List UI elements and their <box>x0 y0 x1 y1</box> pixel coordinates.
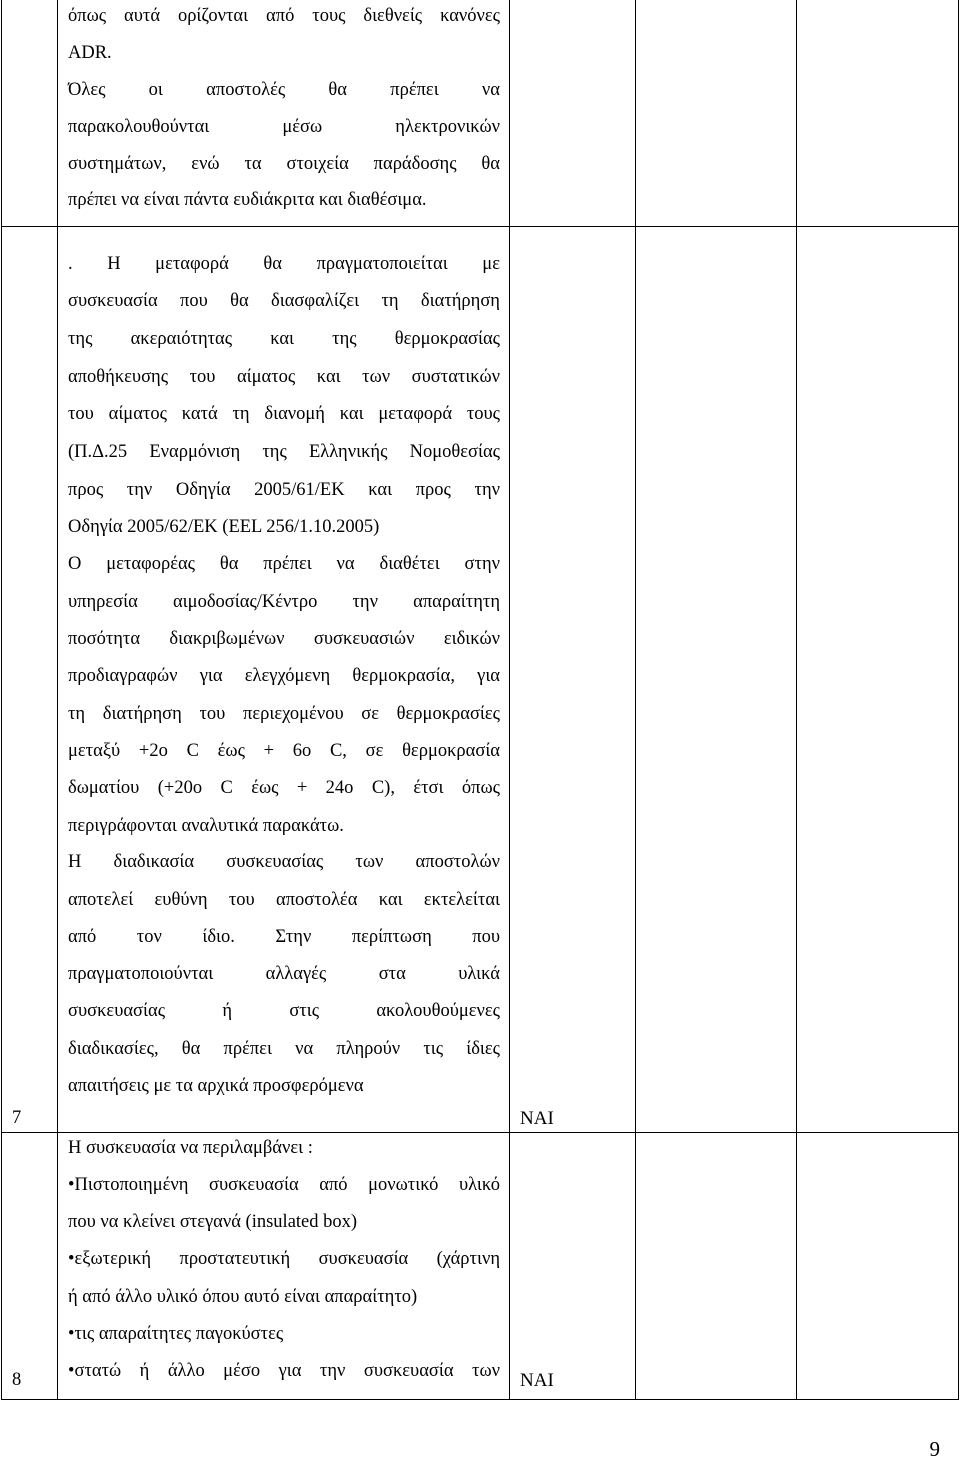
text-line: (Π.Δ.25 Εναρμόνιση της Ελληνικής Νομοθεσίας <box>68 442 500 462</box>
text-line: όπως αυτά ορίζονται από τους διεθνείς κανόνες <box>68 6 500 26</box>
column-divider-3 <box>635 0 636 1400</box>
column-divider-2 <box>509 0 510 1400</box>
text-line: ADR. <box>68 43 112 63</box>
text-line: απαιτήσεις με τα αρχικά προσφερόμενα <box>68 1076 364 1096</box>
table-border-right <box>958 0 959 1400</box>
text-line: από τον ίδιο. Στην περίπτωση που <box>68 927 500 947</box>
text-line: της ακεραιότητας και της θερμοκρασίας <box>68 329 500 349</box>
text-line: δωματίου (+20ο C έως + 24ο C), έτσι όπως <box>68 778 500 798</box>
text-line: ποσότητα διακριβωμένων συσκευασιών ειδικών <box>68 629 500 649</box>
text-line: •τις απαραίτητες παγοκύστες <box>68 1324 284 1344</box>
column-divider-1 <box>57 0 58 1400</box>
text-line: πραγματοποιούνται αλλαγές στα υλικά <box>68 964 500 984</box>
text-line: πρέπει να είναι πάντα ευδιάκριτα και διαθέσιμα. <box>68 190 427 210</box>
text-line: . Η μεταφορά θα πραγματοποιείται με <box>68 254 500 274</box>
text-line: του αίματος κατά τη διανομή και μεταφορά τους <box>68 404 500 424</box>
answer-cell: ΝΑΙ <box>520 1370 554 1391</box>
text-line: παρακολουθούνται μέσω ηλεκτρονικών <box>68 117 500 137</box>
text-line: συσκευασία που θα διασφαλίζει τη διατήρηση <box>68 291 500 311</box>
text-line: συστημάτων, ενώ τα στοιχεία παράδοσης θα <box>68 154 500 174</box>
text-line: προδιαγραφών για ελεγχόμενη θερμοκρασία, για <box>68 666 500 686</box>
text-line: •στατώ ή άλλο μέσο για την συσκευασία των <box>68 1361 500 1381</box>
text-line: Οδηγία 2005/62/ΕΚ (ΕΕL 256/1.10.2005) <box>68 517 380 537</box>
text-line: προς την Οδηγία 2005/61/ΕΚ και προς την <box>68 480 500 500</box>
text-line: μεταξύ +2ο C έως + 6ο C, σε θερμοκρασία <box>68 741 500 761</box>
text-line: που να κλείνει στεγανά (insulated box) <box>68 1212 358 1232</box>
text-line: αποτελεί ευθύνη του αποστολέα και εκτελείται <box>68 890 500 910</box>
text-line: τη διατήρηση του περιεχομένου σε θερμοκρασίες <box>68 704 500 724</box>
text-line: συσκευασίας ή στις ακολουθούμενες <box>68 1001 500 1021</box>
text-line: περιγράφονται αναλυτικά παρακάτω. <box>68 816 344 836</box>
text-line: Όλες οι αποστολές θα πρέπει να <box>68 80 500 100</box>
text-line: Η διαδικασία συσκευασίας των αποστολών <box>68 852 500 872</box>
text-line: διαδικασίες, θα πρέπει να πληρούν τις ίδιες <box>68 1039 500 1059</box>
text-line: ή από άλλο υλικό όπου αυτό είναι απαραίτητο) <box>68 1287 418 1307</box>
text-line: αποθήκευσης του αίματος και των συστατικών <box>68 367 500 387</box>
row-number: 8 <box>12 1370 22 1390</box>
table-border-left <box>1 0 2 1400</box>
text-line: •εξωτερική προστατευτική συσκευασία (χάρτινη <box>68 1249 500 1269</box>
row-divider-1 <box>1 226 959 227</box>
text-line: υπηρεσία αιμοδοσίας/Κέντρο την απαραίτητη <box>68 592 500 612</box>
row-divider-2 <box>1 1132 959 1133</box>
text-line: •Πιστοποιημένη συσκευασία από μονωτικό υλικό <box>68 1175 500 1195</box>
text-line: Ο μεταφορέας θα πρέπει να διαθέτει στην <box>68 554 500 574</box>
row-number: 7 <box>12 1108 22 1128</box>
page-number: 9 <box>929 1437 940 1461</box>
answer-cell: ΝΑΙ <box>520 1108 554 1129</box>
table-border-bottom <box>1 1399 959 1400</box>
column-divider-4 <box>796 0 797 1400</box>
text-line: Η συσκευασία να περιλαμβάνει : <box>68 1138 313 1158</box>
